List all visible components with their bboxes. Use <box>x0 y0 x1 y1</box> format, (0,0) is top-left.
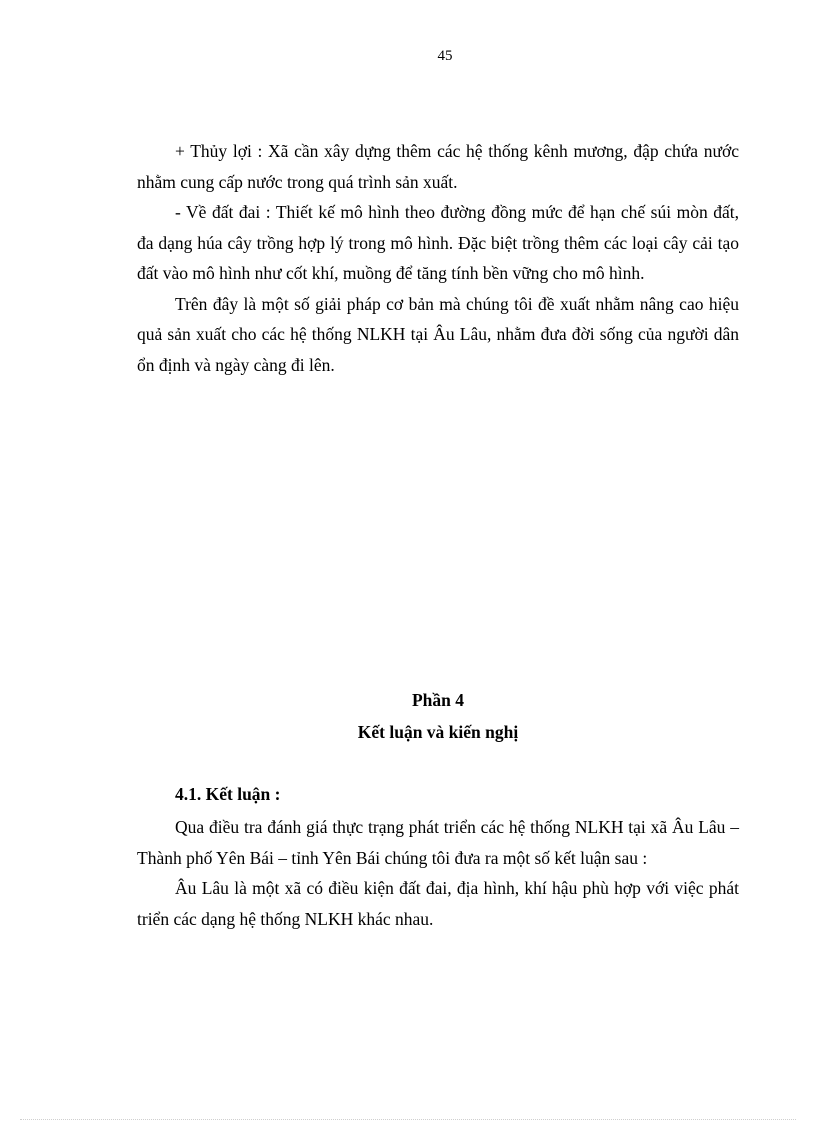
part-title: Phần 4 <box>411 690 465 710</box>
chapter-title: Kết luận và kiến nghị <box>357 722 519 742</box>
paragraph-land: - Về đất đai : Thiết kế mô hình theo đường đồng mức để hạn chế súi mòn đất, đa dạng húa cây trồng hợp lý trong mô hình. Đặc biệt trồng thêm các loại cây cải tạo đất vào mô hình như cốt khí, muồng để tăng tính bền vững cho mô hình. <box>137 202 739 283</box>
paragraph-au-lau: Âu Lâu là một xã có điều kiện đất đai, địa hình, khí hậu phù hợp với việc phát triển các dạng hệ thống NLKH khác nhau. <box>137 878 739 929</box>
paragraph-summary: Trên đây là một số giải pháp cơ bản mà chúng tôi đề xuất nhằm nâng cao hiệu quả sản xuất cho các hệ thống NLKH tại Âu Lâu, nhằm đưa đời sống của người dân ổn định và ngày càng đi lên. <box>137 293 739 375</box>
paragraph-irrigation: + Thủy lợi : Xã cần xây dựng thêm các hệ thống kênh mương, đập chứa nước nhằm cung cấp nước trong quá trình sản xuất. <box>137 141 739 192</box>
section-heading-conclusion: 4.1. Kết luận : <box>175 784 281 804</box>
footer-divider <box>20 1119 796 1120</box>
page-number: 45 <box>437 48 453 64</box>
body-section-conclusion <box>137 812 739 934</box>
body-section-solutions <box>137 136 739 380</box>
paragraph-survey: Qua điều tra đánh giá thực trạng phát triển các hệ thống NLKH tại xã Âu Lâu – Thành phố Yên Bái – tỉnh Yên Bái chúng tôi đưa ra một số kết luận sau : <box>137 817 739 868</box>
